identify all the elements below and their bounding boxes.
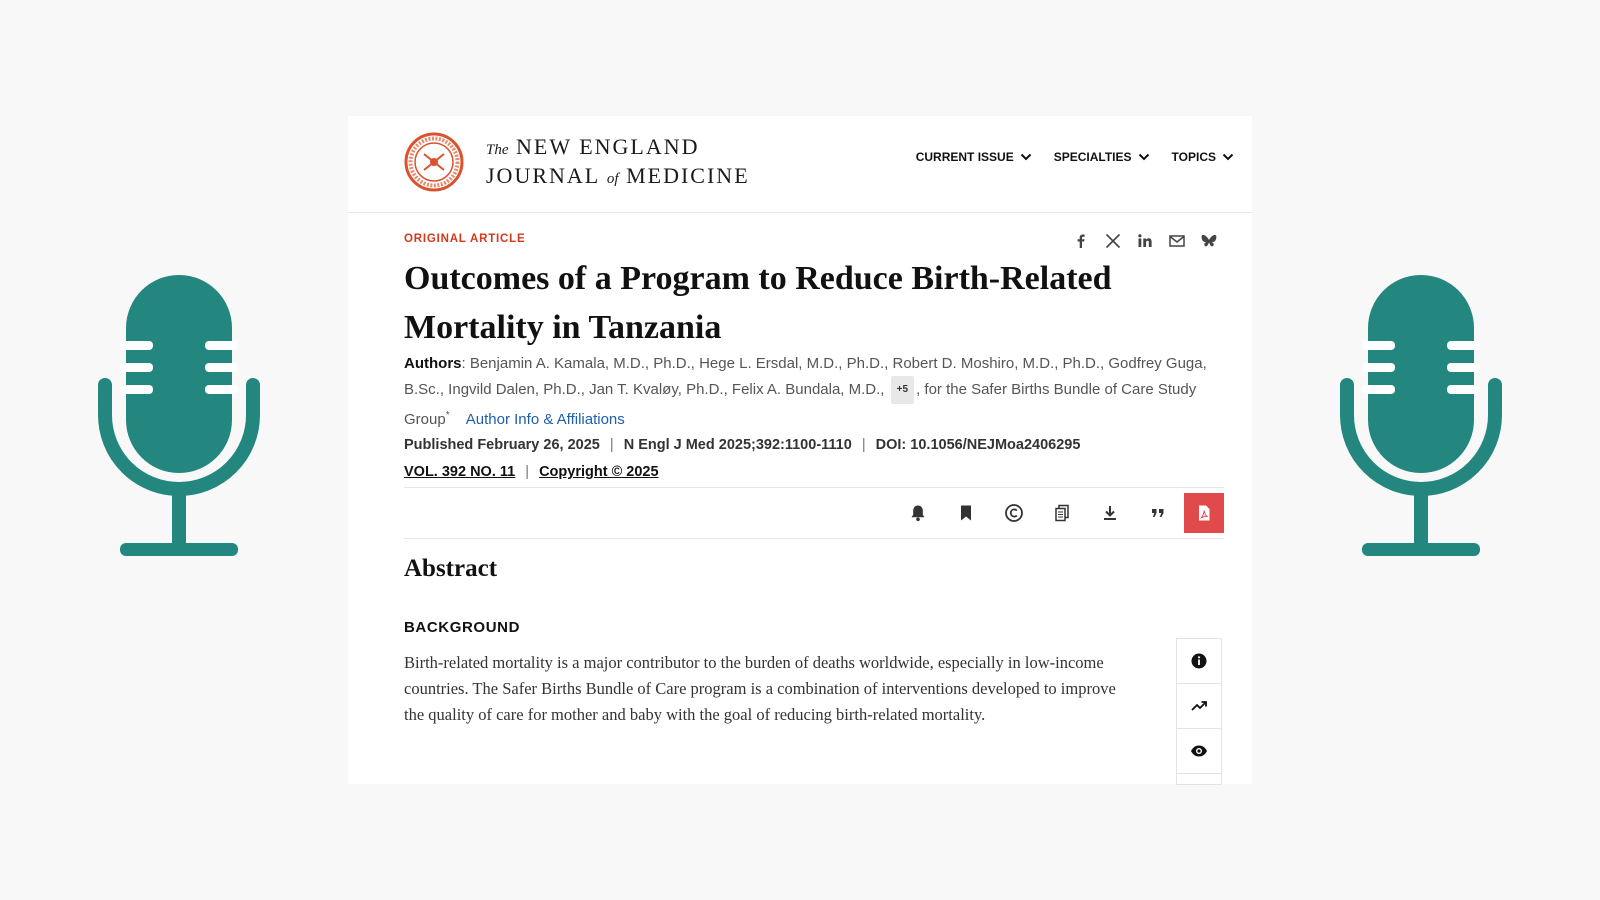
journal-seal-logo[interactable]: [404, 132, 464, 192]
authors-label: Authors: [404, 355, 462, 372]
x-icon[interactable]: [1104, 232, 1122, 250]
nav-current-issue[interactable]: [916, 150, 1032, 164]
published-date: Published February 26, 2025: [404, 437, 600, 453]
bookmark-icon[interactable]: [942, 492, 990, 534]
nav-label: TOPICS: [1171, 150, 1216, 164]
article-type-label: ORIGINAL ARTICLE: [404, 233, 526, 245]
quote-icon[interactable]: [1134, 492, 1182, 534]
bluesky-icon[interactable]: [1200, 232, 1218, 250]
info-icon[interactable]: [1177, 639, 1221, 684]
authors-names: : Benjamin A. Kamala, M.D., Ph.D., Hege L. Ersdal, M.D., Ph.D., Robert D. Moshiro, M.D., Ph.D., Godfrey Guga, B.Sc., Ingvild Dalen, Ph.D., Jan T. Kvaløy, Ph.D., Felix A. Bundala, M.D.,: [404, 355, 1207, 398]
separator: |: [609, 437, 614, 453]
microphone-icon-left: [94, 275, 264, 575]
main-nav: [916, 150, 1234, 164]
bell-icon[interactable]: [894, 492, 942, 534]
copyright-icon[interactable]: [990, 492, 1038, 534]
separator: |: [525, 464, 530, 480]
chevron-down-icon: [1222, 151, 1234, 163]
nav-topics[interactable]: [1172, 150, 1234, 164]
article-page: [348, 116, 1252, 784]
masthead-journal: JOURNAL: [486, 163, 600, 188]
masthead-of: of: [606, 171, 619, 187]
email-icon[interactable]: [1168, 232, 1186, 250]
article-toolbar: [404, 487, 1224, 539]
author-affiliations-link[interactable]: Author Info & Affiliations: [465, 411, 625, 428]
nav-label: CURRENT ISSUE: [915, 150, 1014, 164]
volume-link[interactable]: VOL. 392 NO. 11: [404, 464, 516, 480]
author-list: [404, 352, 1224, 432]
nav-label: SPECIALTIES: [1053, 150, 1132, 164]
abstract-heading: Abstract: [404, 555, 498, 582]
authors-group: , for the Safer Births Bundle of Care Study Group: [404, 380, 1197, 428]
more-tool-slot[interactable]: [1177, 774, 1221, 785]
chevron-down-icon: [1138, 151, 1150, 163]
more-authors-button[interactable]: +5: [891, 376, 914, 404]
linkedin-icon[interactable]: [1136, 232, 1154, 250]
chevron-down-icon: [1020, 151, 1032, 163]
copyright-link[interactable]: Copyright © 2025: [539, 464, 659, 480]
publication-info: [404, 437, 1080, 453]
trending-icon[interactable]: [1177, 684, 1221, 729]
volume-info: [404, 464, 659, 480]
masthead-new-england: NEW ENGLAND: [516, 134, 700, 159]
abstract-background-text: Birth-related mortality is a major contributor to the burden of deaths worldwide, especially in low-income countries. The Safer Births Bundle of Care program is a combination of interventions developed to improve the quality of care for mother and baby with the goal of reducing birth-related mortality.: [404, 653, 1116, 724]
copy-icon[interactable]: [1038, 492, 1086, 534]
site-header: [348, 116, 1252, 213]
masthead-medicine: MEDICINE: [626, 163, 750, 188]
article-title: Outcomes of a Program to Reduce Birth-Related Mortality in Tanzania: [404, 260, 1112, 346]
pdf-icon[interactable]: [1184, 493, 1224, 533]
side-tools: [1176, 638, 1222, 785]
masthead-the: The: [486, 142, 509, 158]
share-bar: [1072, 232, 1218, 250]
doi[interactable]: DOI: 10.1056/NEJMoa2406295: [875, 437, 1081, 453]
group-marker: *: [445, 410, 450, 421]
microphone-icon-right: [1336, 275, 1506, 575]
nav-specialties[interactable]: [1054, 150, 1150, 164]
download-icon[interactable]: [1086, 492, 1134, 534]
abstract-section-heading: BACKGROUND: [404, 619, 520, 636]
eye-icon[interactable]: [1177, 729, 1221, 774]
facebook-icon[interactable]: [1072, 232, 1090, 250]
journal-masthead[interactable]: [486, 134, 750, 192]
separator: |: [861, 437, 866, 453]
citation: N Engl J Med 2025;392:1100-1110: [623, 437, 852, 453]
